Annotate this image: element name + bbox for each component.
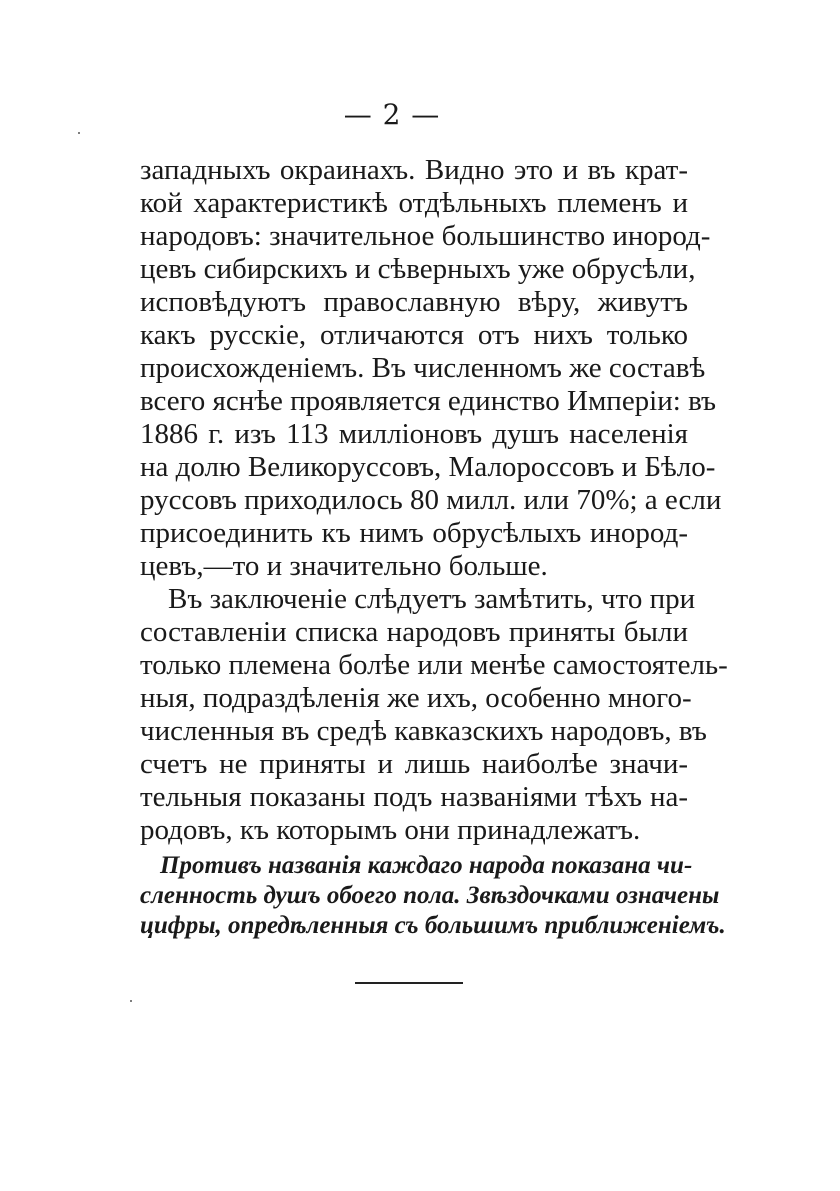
paragraph-2-line-2: составленіи списка народовъ приняты были — [140, 616, 688, 648]
paragraph-1-line-13: цевъ,—то и значительно больше. — [140, 550, 548, 582]
note-line-1: Противъ названія каждаго народа показана чи- — [160, 852, 693, 879]
paragraph-1-line-4: цевъ сибирскихъ и сѣверныхъ уже обрусѣли, — [140, 253, 696, 285]
paragraph-2-line-4: ныя, подраздѣленія же ихъ, особенно много- — [140, 682, 692, 714]
paragraph-1-line-6: какъ русскіе, отличаются отъ нихъ только — [140, 319, 688, 351]
paragraph-1-line-10: на долю Великоруссовъ, Малороссовъ и Бѣло- — [140, 451, 716, 483]
paragraph-1-line-2: кой характеристикѣ отдѣльныхъ племенъ и — [140, 187, 688, 219]
closing-rule — [355, 982, 463, 984]
note-line-2: сленность душъ обоего пола. Звѣздочками означены — [140, 882, 720, 909]
paper-speck — [130, 1000, 132, 1002]
paragraph-1-line-7: происхожденіемъ. Въ численномъ же составѣ — [140, 352, 706, 384]
paragraph-1-line-3: народовъ: значительное большинство инород- — [140, 220, 711, 252]
page-number: — 2 — — [343, 98, 441, 131]
paragraph-1-line-8: всего яснѣе проявляется единство Имперіи: въ — [140, 385, 717, 417]
note-line-3: цифры, опредѣленныя съ большимъ приближеніемъ. — [140, 912, 726, 939]
paragraph-2-line-7: тельныя показаны подъ названіями тѣхъ на- — [140, 781, 688, 813]
paragraph-2-line-5: численныя въ средѣ кавказскихъ народовъ, въ — [140, 715, 707, 747]
paragraph-2-line-3: только племена болѣе или менѣе самостоятель- — [140, 649, 728, 681]
paper-speck — [78, 132, 80, 134]
paragraph-1-line-5: исповѣдуютъ православную вѣру, живутъ — [140, 286, 688, 318]
paragraph-1-line-1: западныхъ окраинахъ. Видно это и въ крат- — [140, 154, 688, 186]
paragraph-2-line-6: счетъ не приняты и лишь наиболѣе значи- — [140, 748, 688, 780]
paragraph-1-line-12: присоединить къ нимъ обрусѣлыхъ инород- — [140, 517, 688, 549]
paragraph-2-line-8: родовъ, къ которымъ они принадлежатъ. — [140, 814, 641, 846]
paragraph-1-line-11: руссовъ приходилось 80 милл. или 70%; а если — [140, 484, 722, 516]
paragraph-2-line-1: Въ заключеніе слѣдуетъ замѣтить, что при — [168, 583, 696, 615]
paragraph-1-line-9: 1886 г. изъ 113 милліоновъ душъ населенія — [140, 418, 688, 450]
